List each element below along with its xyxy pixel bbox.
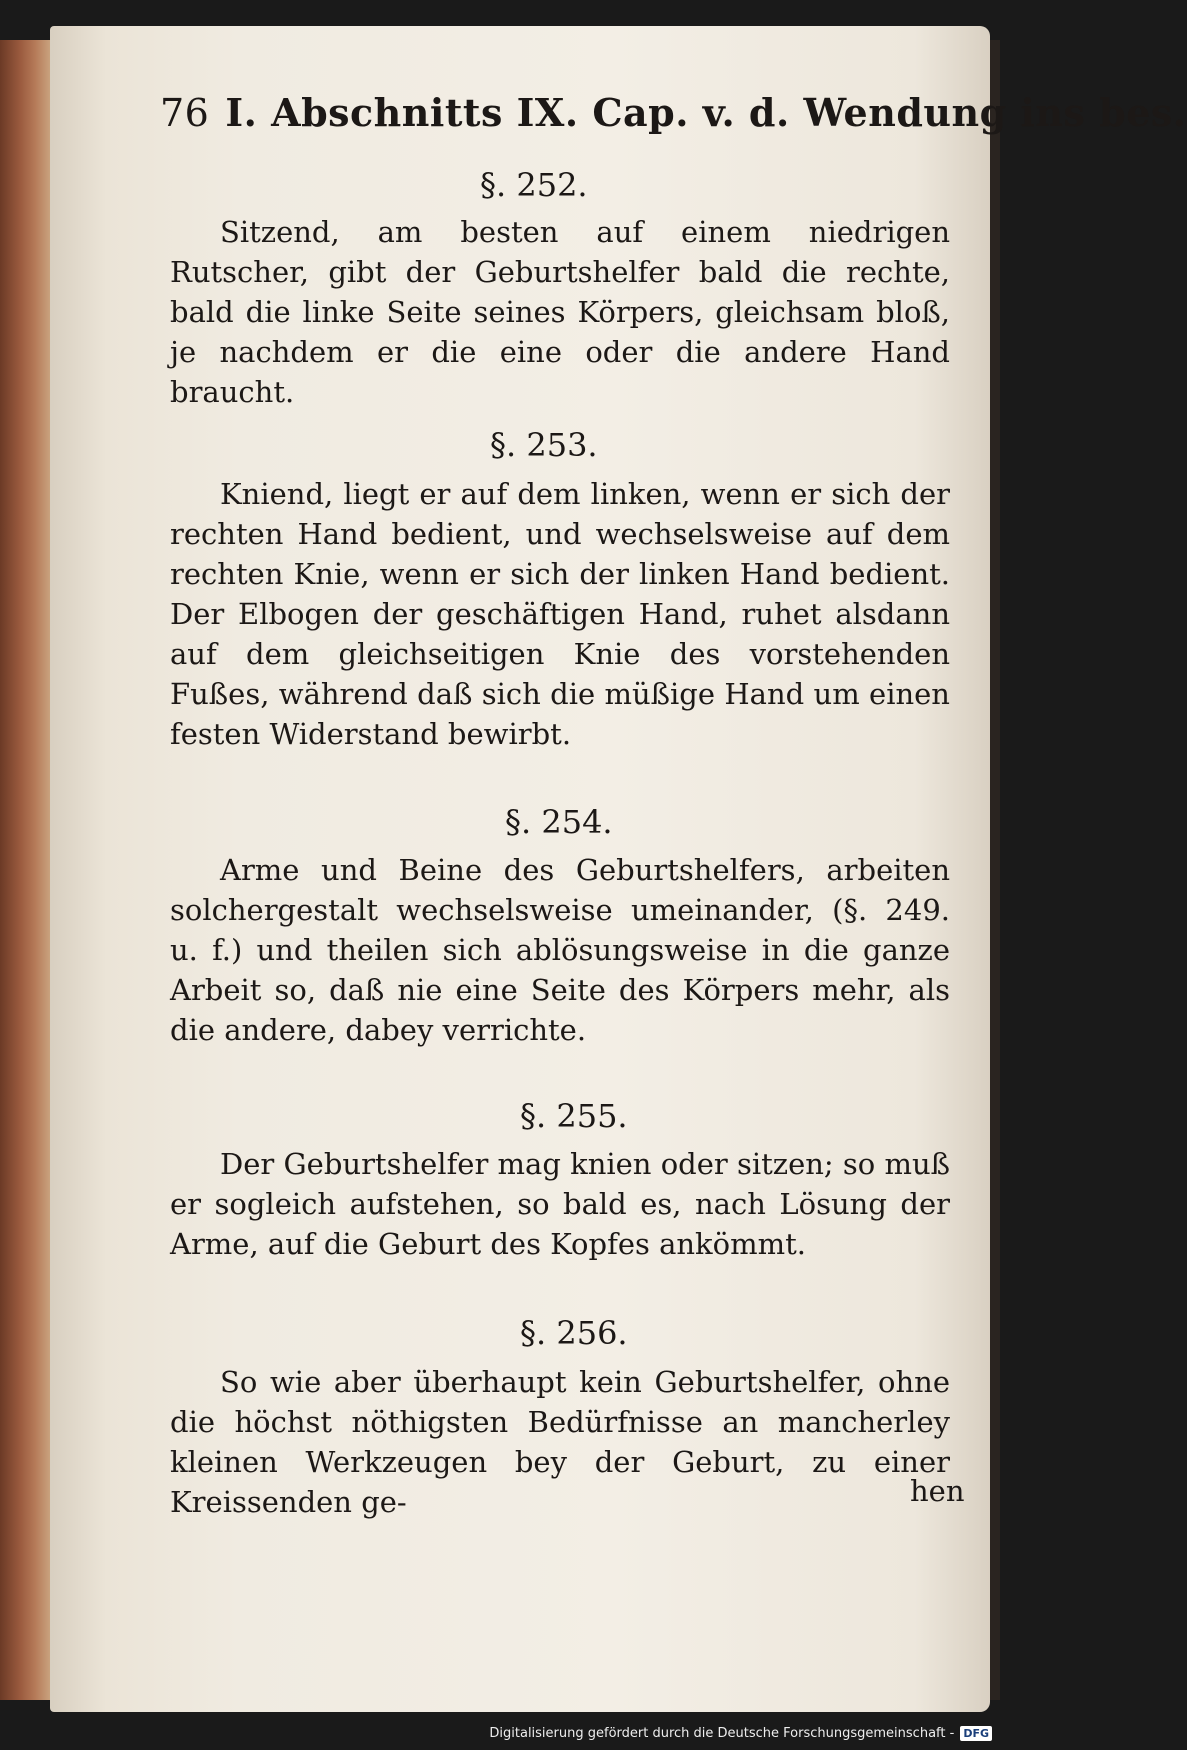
dfg-logo: DFG [960,1726,992,1741]
digitization-credit [489,1722,992,1744]
section-sign-254: §. 254. [505,803,613,841]
section-sign-255: §. 255. [520,1097,628,1135]
page-edge [0,40,50,1700]
credit-text: Digitalisierung gefördert durch die Deutsche Forschungsgemeinschaft - [489,1725,955,1741]
running-head-text: I. Abschnitts IX. Cap. v. d. Wendung ins bes. [225,90,1187,135]
paragraph-255: Der Geburtshelfer mag knien oder sitzen; so muß er sogleich aufstehen, so bald es, nach Lösung der Arme, auf die Geburt des Kopfes ankömmt. [170,1147,950,1261]
paragraph-254: Arme und Beine des Geburtshelfers, arbeiten solchergestalt wechselsweise umeinander, (§. 249. u. f.) und theilen sich ablösungsweise in die ganze Arbeit so, daß nie eine Seite des Körpers mehr, als die andere, dabey verrichte. [170,853,950,1047]
paragraph-253: Kniend, liegt er auf dem linken, wenn er sich der rechten Hand bedient, und wechselsweise auf dem rechten Knie, wenn er sich der linken Hand bedient. Der Elbogen der geschäftigen Hand, ruhet alsdann auf dem gleichseitigen Knie des vorstehenden Fußes, während daß sich die müßige Hand um einen festen Widerstand bewirbt. [170,477,950,751]
paragraph-256: So wie aber überhaupt kein Geburtshelfer, ohne die höchst nöthigsten Bedürfnisse an mancherley kleinen Werkzeugen bey der Geburt, zu einer Kreissenden ge- [170,1365,950,1519]
page-number: 76 [160,91,210,135]
section-sign-256: §. 256. [520,1314,628,1352]
running-head [160,90,1187,150]
paragraph-252: Sitzend, am besten auf einem niedrigen Rutscher, gibt der Geburtshelfer bald die rechte, bald die linke Seite seines Körpers, gleichsam bloß, je nachdem er die eine oder die andere Hand braucht. [170,215,950,409]
section-sign-252: §. 252. [480,166,588,204]
catchword: hen [910,1474,965,1508]
section-sign-253: §. 253. [490,426,598,464]
